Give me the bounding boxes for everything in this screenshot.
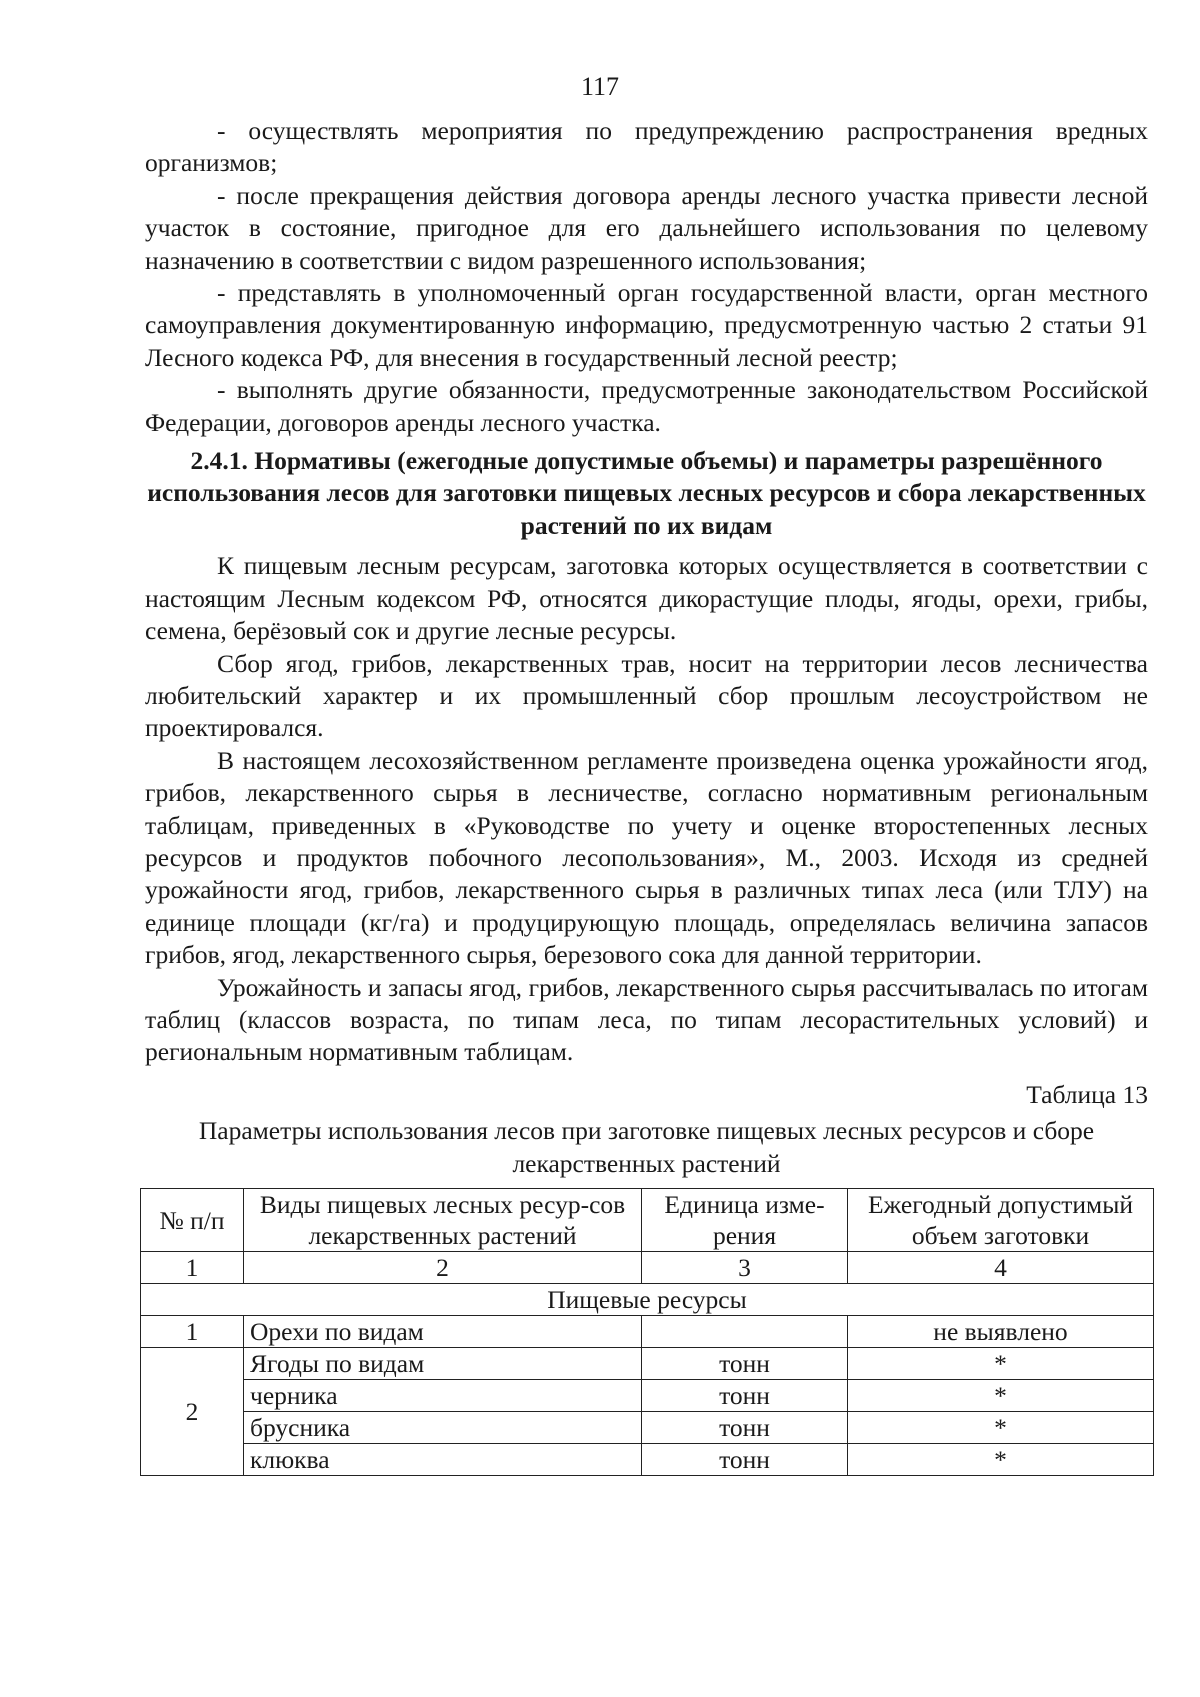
page-number: 117 <box>580 72 620 101</box>
table-row <box>141 1444 1154 1476</box>
column-number-row <box>141 1252 1154 1284</box>
column-number-cell: 3 <box>642 1252 848 1284</box>
row-volume-cell: * <box>848 1412 1154 1444</box>
row-volume-cell: * <box>848 1380 1154 1412</box>
header-cell-type: Виды пищевых лесных ресур-сов лекарственных растений <box>244 1189 642 1252</box>
row-name-cell: брусника <box>244 1412 642 1444</box>
row-name-cell: клюква <box>244 1444 642 1476</box>
bullet-paragraph: - представлять в уполномоченный орган государственной власти, орган местного самоуправления документированную информацию, предусмотренную частью 2 статьи 91 Лесного кодекса РФ, для внесения в государственный лесной реестр; <box>145 278 1148 372</box>
table-row <box>141 1412 1154 1444</box>
body-paragraph: Сбор ягод, грибов, лекарственных трав, носит на территории лесов лесничества любительский характер и их промышленный сбор прошлым лесоустройством не проектировался. <box>145 648 1148 743</box>
column-number-cell: 2 <box>244 1252 642 1284</box>
row-volume-cell: * <box>848 1444 1154 1476</box>
header-cell-number: № п/п <box>141 1189 244 1252</box>
header-cell-unit: Единица изме-рения <box>642 1189 848 1252</box>
table-header-row <box>141 1189 1154 1252</box>
bullet-paragraph: - после прекращения действия договора аренды лесного участка привести лесной участок в состояние, пригодное для его дальнейшего использования по целевому назначению в соответствии с видом разрешенного использования; <box>145 180 1148 275</box>
row-volume-cell: не выявлено <box>848 1316 1154 1348</box>
row-number-cell: 1 <box>141 1316 244 1348</box>
page-content <box>145 115 1148 1476</box>
row-volume-cell: * <box>848 1348 1154 1380</box>
column-number-cell: 4 <box>848 1252 1154 1284</box>
row-unit-cell: тонн <box>642 1444 848 1476</box>
row-name-cell: черника <box>244 1380 642 1412</box>
row-name-cell: Ягоды по видам <box>244 1348 642 1380</box>
table-label: Таблица 13 <box>1026 1079 1148 1109</box>
resources-table <box>140 1188 1154 1476</box>
row-unit-cell <box>642 1316 848 1348</box>
row-unit-cell: тонн <box>642 1412 848 1444</box>
section-heading: 2.4.1. Нормативы (ежегодные допустимые объемы) и параметры разрешённого использования лесов для заготовки пищевых лесных ресурсов и сбора лекарственных растений по их видам <box>147 446 1146 540</box>
header-cell-volume: Ежегодный допустимый объем заготовки <box>848 1189 1154 1252</box>
table-row <box>141 1380 1154 1412</box>
body-paragraph: К пищевым лесным ресурсам, заготовка которых осуществляется в соответствии с настоящим Лесным кодексом РФ, относятся дикорастущие плоды, ягоды, орехи, грибы, семена, берёзовый сок и другие лесные ресурсы. <box>145 551 1148 646</box>
group-title-cell: Пищевые ресурсы <box>141 1284 1154 1316</box>
group-row <box>141 1284 1154 1316</box>
row-unit-cell: тонн <box>642 1380 848 1412</box>
row-name-cell: Орехи по видам <box>244 1316 642 1348</box>
table-row <box>141 1316 1154 1348</box>
table-caption: Параметры использования лесов при заготовке пищевых лесных ресурсов и сборе лекарственных растений <box>198 1116 1095 1178</box>
row-number-cell: 2 <box>141 1348 244 1476</box>
row-unit-cell: тонн <box>642 1348 848 1380</box>
bullet-paragraph: - выполнять другие обязанности, предусмотренные законодательством Российской Федерации, договоров аренды лесного участка. <box>145 375 1148 437</box>
body-paragraph: Урожайность и запасы ягод, грибов, лекарственного сырья рассчитывалась по итогам таблиц (классов возраста, по типам леса, по типам лесорастительных условий) и региональным нормативным таблицам. <box>145 972 1148 1067</box>
table-row <box>141 1348 1154 1380</box>
column-number-cell: 1 <box>141 1252 244 1284</box>
bullet-paragraph: - осуществлять мероприятия по предупреждению распространения вредных организмов; <box>145 116 1148 178</box>
body-paragraph: В настоящем лесохозяйственном регламенте произведена оценка урожайности ягод, грибов, лекарственного сырья в лесничестве, согласно нормативным региональным таблицам, приведенных в «Руководстве по учету и оценке второстепенных лесных ресурсов и продуктов побочного лесопользования», М., 2003. Исходя из средней урожайности ягод, грибов, лекарственного сырья в различных типах леса (или ТЛУ) на единице площади (кг/га) и продуцирующую площадь, определялась величина запасов грибов, ягод, лекарственного сырья, березового сока для данной территории. <box>145 745 1148 970</box>
